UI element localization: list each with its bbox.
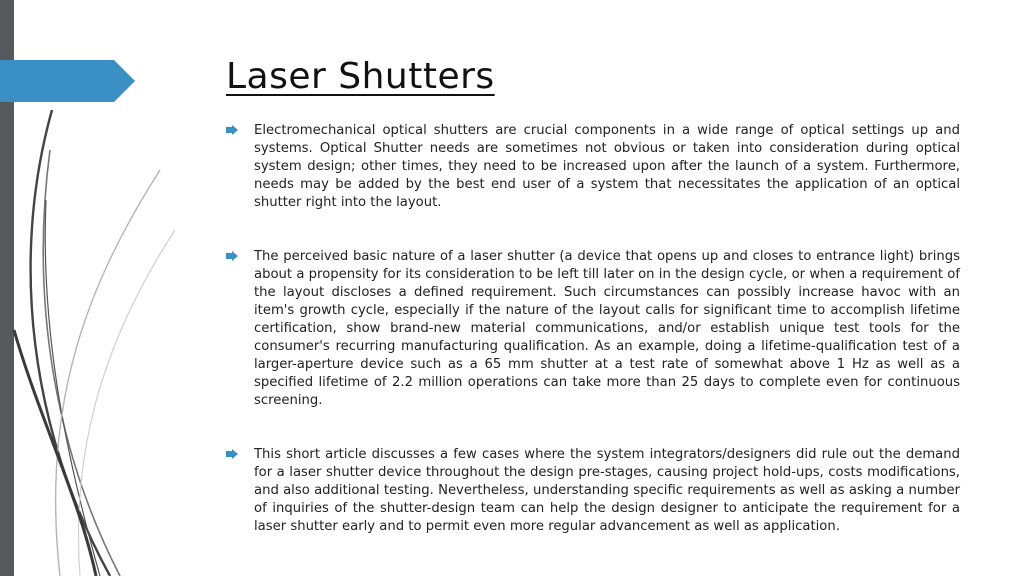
bullet-text: This short article discusses a few cases where the system integrators/designers did rule out the demand for a laser shutter device throughout the design pre-stages, causing project hold-ups, costs modifications, and also additional testing. Nevertheless, understanding specific requirements as well as asking a number of inquiries of the shutter-design team can help the design designer to anticipate the requirement for a laser shutter early and to permit even more regular advancement as well as application. [254,447,960,534]
bullet-item [226,248,960,410]
bullet-item [226,122,960,212]
slide-title: Laser Shutters [226,56,495,97]
arrow-bullet-icon [226,449,238,459]
arrow-bullet-icon [226,251,238,261]
bullet-item [226,446,960,536]
bullet-text: The perceived basic nature of a laser shutter (a device that opens up and closes to entrance light) brings about a propensity for its consideration to be left till later on in the design cycle, or when a requirement of the layout discloses a defined requirement. Such circumstances can possibly increase havoc with an item's growth cycle, especially if the nature of the layout calls for significant time to accomplish lifetime certification, show brand-new material communications, and/or establish unique test tools for the consumer's recurring manufacturing qualification. As an example, doing a lifetime-qualification test of a larger-aperture device such as a 65 mm shutter at a test rate of somewhat above 1 Hz as well as a specified lifetime of 2.2 million operations can take more than 25 days to complete even for continuous screening. [254,249,960,408]
bullet-list [226,122,960,536]
title-accent-tab [0,60,135,102]
arrow-bullet-icon [226,125,238,135]
bullet-text: Electromechanical optical shutters are crucial components in a wide range of optical settings up and systems. Optical Shutter needs are sometimes not obvious or taken into consideration during optical system design; other times, they need to be increased upon after the launch of a system. Furthermore, needs may be added by the best end user of a system that necessitates the application of an optical shutter right into the layout. [254,123,960,210]
